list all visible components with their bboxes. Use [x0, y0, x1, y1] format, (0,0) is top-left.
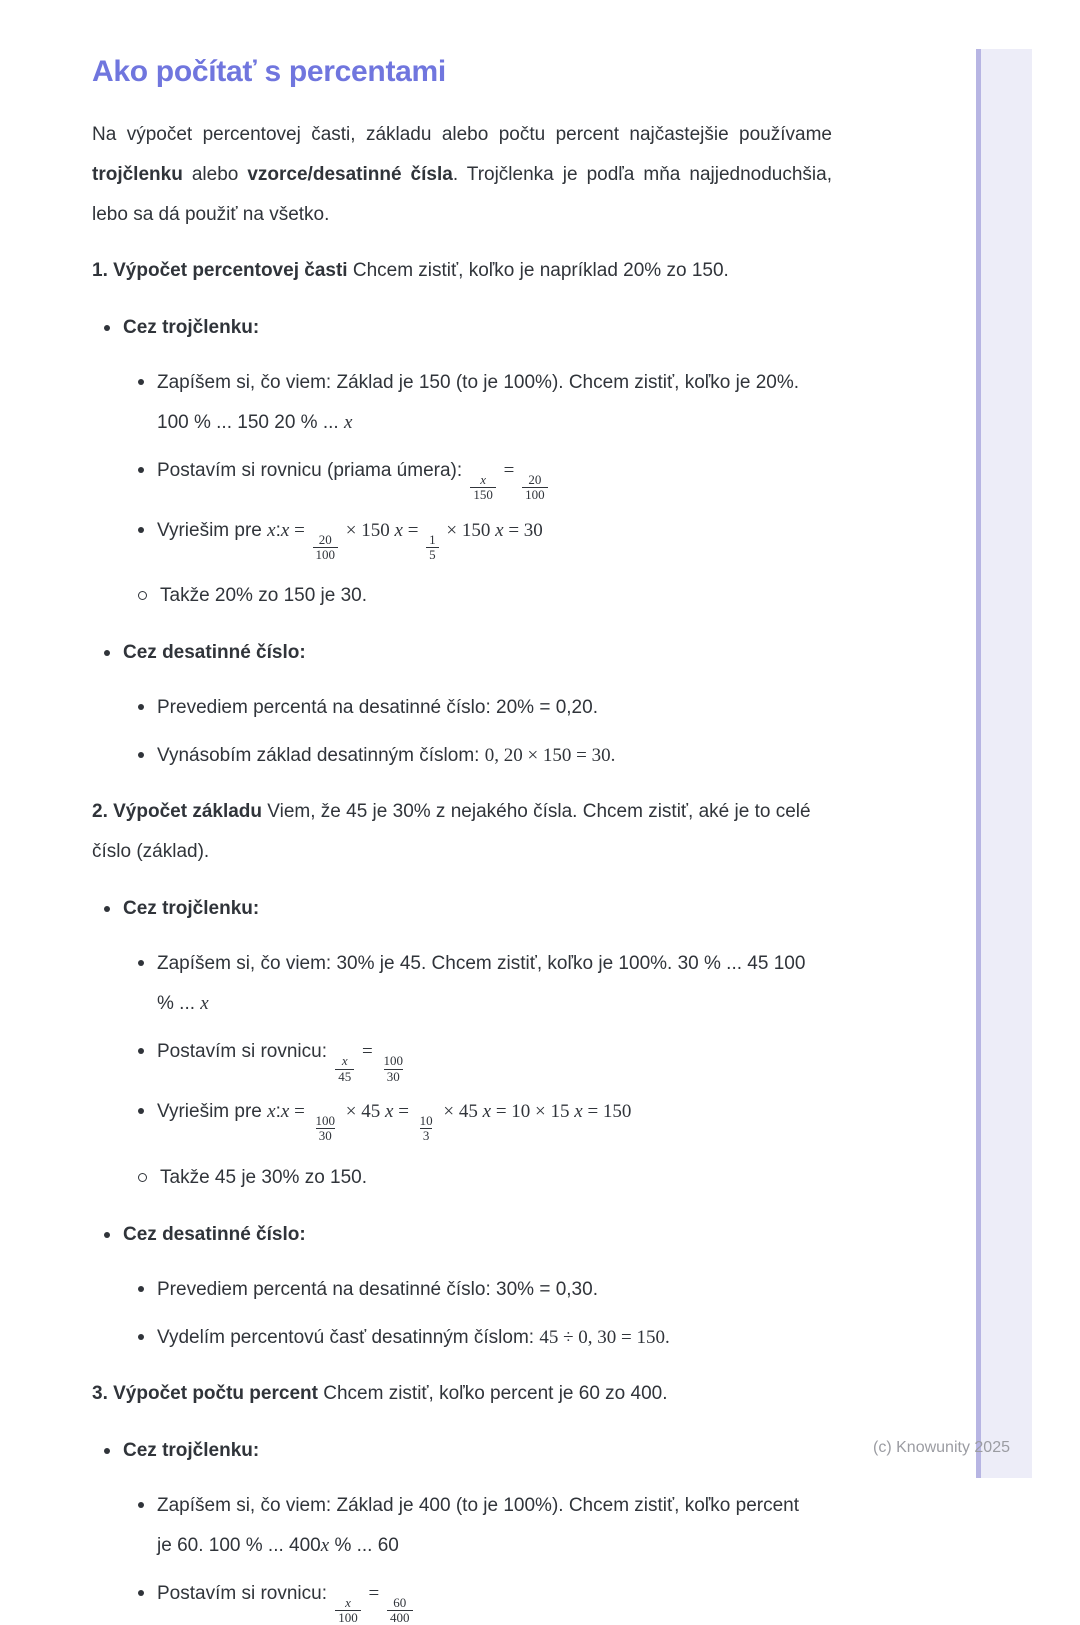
fraction-numerator: 60 [393, 1594, 407, 1610]
text-run: alebo [182, 164, 248, 185]
list-item-text [157, 1486, 817, 1566]
text-run: : [275, 519, 281, 541]
list-item [92, 1486, 832, 1566]
section-heading [92, 792, 832, 872]
text-run: Zapíšem si, čo viem: 30% je 45. Chcem zistiť, koľko je 100%. 30 % ... 45 100 % ... [157, 953, 806, 1015]
text-run: Prevediem percentá na desatinné číslo: 30% = 0,30. [157, 1278, 598, 1300]
math-text: × 150 [441, 519, 496, 541]
math-text: 0, 20 × 150 = 30. [484, 745, 616, 767]
fraction-numerator: 1 [429, 531, 436, 547]
fraction-numerator: 20 [318, 531, 332, 547]
bullet-circle-icon [138, 591, 147, 600]
fraction-numerator: 10 [419, 1112, 433, 1128]
math-variable: x [267, 1100, 276, 1122]
list-item [92, 1032, 832, 1084]
fraction-numerator: 100 [315, 1112, 336, 1128]
text-run: Vyriešim pre [157, 1100, 268, 1122]
list-item [92, 451, 832, 503]
document-page [92, 53, 832, 1625]
list-item [92, 1574, 832, 1625]
list-item-text [157, 1032, 817, 1084]
math-fraction [335, 1054, 354, 1084]
bullet-disc-icon [104, 906, 110, 912]
math-text: = 10 × 15 [491, 1100, 575, 1122]
list-item-text [157, 1092, 817, 1144]
math-fraction [426, 533, 439, 563]
math-variable: x [267, 519, 276, 541]
text-run: : [275, 1100, 281, 1122]
bullet-group [92, 1216, 832, 1254]
list-item-text [157, 736, 817, 776]
math-text: × 45 [438, 1100, 483, 1122]
bullet-group [92, 309, 832, 347]
list-item-text [157, 944, 817, 1024]
fraction-denominator: 400 [387, 1610, 413, 1625]
math-variable: x [280, 1100, 290, 1122]
math-text: = [289, 1100, 310, 1122]
math-variable: x [343, 412, 353, 433]
math-text: = [357, 1041, 378, 1063]
math-variable: x [320, 1534, 330, 1556]
list-item-text [157, 688, 817, 728]
list-item-text [157, 451, 817, 503]
bullet-group-label: Cez desatinné číslo: [123, 642, 306, 664]
text-run: Postavím si rovnicu (priama úmera): [157, 460, 468, 481]
bullet-group [92, 634, 832, 672]
page-edge-strip [976, 49, 1032, 1478]
fraction-denominator: 150 [470, 487, 496, 502]
text-run: Postavím si rovnicu: [157, 1041, 333, 1063]
text-run: Prevediem percentá na desatinné číslo: 20% = 0,20. [157, 697, 598, 719]
bullet-group-label: Cez trojčlenku: [123, 317, 260, 338]
fraction-denominator: 5 [426, 547, 439, 562]
fraction-numerator: x [341, 1053, 348, 1069]
bullet-disc-icon [138, 1334, 144, 1340]
math-fraction [522, 473, 548, 503]
bullet-disc-icon [138, 1502, 144, 1508]
math-fraction [313, 1114, 339, 1144]
sections-container [92, 251, 832, 1625]
bullet-disc-icon [104, 1232, 110, 1238]
section-heading-bold: 3. Výpočet počtu percent [92, 1382, 318, 1404]
bullet-disc-icon [138, 379, 144, 385]
math-text: = [402, 519, 424, 541]
math-text: 45 ÷ 0, 30 = 150. [539, 1326, 670, 1348]
section-heading [92, 1374, 832, 1414]
list-item [92, 1270, 832, 1310]
bullet-disc-icon [138, 1048, 144, 1054]
list-item [92, 688, 832, 728]
section-heading-bold: 2. Výpočet základu [92, 801, 263, 823]
list-item-text [157, 511, 817, 563]
bullet-disc-icon [138, 752, 144, 758]
list-item [92, 736, 832, 776]
math-fraction [335, 1596, 361, 1625]
copyright-watermark: (c) Knowunity 2025 [873, 1439, 1010, 1456]
bold-text: vzorce/desatinné čísla [247, 164, 453, 185]
fraction-denominator: 45 [335, 1069, 354, 1084]
list-item-text [157, 1270, 817, 1310]
text-run: Postavím si rovnicu: [157, 1582, 333, 1604]
bullet-disc-icon [138, 467, 144, 473]
list-item [92, 363, 832, 443]
fraction-denominator: 3 [420, 1128, 433, 1143]
bullet-disc-icon [104, 1448, 110, 1454]
text-run: Zapíšem si, čo viem: Základ je 150 (to je 100%). Chcem zistiť, koľko je 20%. 100 % ... 150 20 % ... [157, 372, 800, 433]
bold-text: trojčlenku [92, 164, 183, 185]
math-fraction [381, 1054, 407, 1084]
text-run: Na výpočet percentovej časti, základu alebo počtu percent najčastejšie používame [92, 124, 832, 145]
bullet-disc-icon [138, 1108, 144, 1114]
text-run: . Trojčlenka je podľa mňa najjednoduchšia, lebo sa dá použiť na všetko. [92, 164, 833, 225]
math-text: = [289, 519, 310, 541]
section-heading [92, 251, 832, 291]
bullet-disc-icon [104, 650, 110, 656]
bullet-disc-icon [138, 960, 144, 966]
math-variable: x [574, 1100, 583, 1122]
list-item-text [157, 1574, 817, 1625]
list-item-text [157, 1318, 817, 1358]
bullet-circle-icon [138, 1173, 147, 1182]
text-run: Vyriešim pre [157, 519, 268, 541]
math-variable: x [482, 1100, 492, 1122]
math-fraction [313, 533, 339, 563]
fraction-denominator: 100 [522, 487, 548, 502]
list-item-text [157, 363, 817, 443]
bullet-disc-icon [138, 1590, 144, 1596]
text-run: % ... 60 [329, 1534, 399, 1556]
math-text: × 150 [341, 519, 395, 541]
list-item [92, 1092, 832, 1144]
math-text: = [498, 460, 520, 481]
bullet-group [92, 1432, 832, 1470]
section-heading-bold: 1. Výpočet percentovej časti [92, 260, 348, 281]
text-run: Vynásobím základ desatinným číslom: [157, 745, 485, 767]
fraction-denominator: 100 [335, 1610, 361, 1625]
math-fraction [417, 1114, 436, 1144]
list-item [92, 944, 832, 1024]
math-text: = 150 [582, 1100, 632, 1122]
section-heading-rest: Viem, že 45 je 30% z nejakého čísla. Chcem zistiť, aké je to celé číslo (základ). [92, 801, 811, 863]
text-run: Takže 45 je 30% zo 150. [160, 1166, 368, 1188]
fraction-denominator: 30 [384, 1069, 403, 1084]
math-fraction [387, 1596, 413, 1625]
math-fraction [470, 473, 496, 503]
bullet-group-label: Cez desatinné číslo: [123, 1223, 306, 1245]
bullet-disc-icon [138, 704, 144, 710]
fraction-denominator: 100 [313, 547, 339, 562]
math-variable: x [200, 993, 209, 1015]
list-item [92, 576, 832, 616]
math-variable: x [280, 519, 290, 541]
list-item-text [160, 576, 820, 616]
fraction-numerator: x [480, 472, 487, 488]
page-title: Ako počítať s percentami [92, 55, 446, 88]
intro-paragraph [92, 115, 832, 235]
text-run: Takže 20% zo 150 je 30. [160, 585, 368, 607]
list-item [92, 1318, 832, 1358]
math-text: = [393, 1100, 414, 1122]
bullet-group [92, 890, 832, 928]
math-text: = 30 [503, 519, 543, 541]
math-variable: x [495, 519, 504, 541]
bullet-disc-icon [138, 1286, 144, 1292]
section-heading-rest: Chcem zistiť, koľko percent je 60 zo 400. [317, 1382, 668, 1404]
bullet-disc-icon [104, 325, 110, 331]
text-run: Zapíšem si, čo viem: Základ je 400 (to je 100%). Chcem zistiť, koľko percent je 60. 100 % ... 400 [157, 1494, 800, 1556]
list-item [92, 511, 832, 563]
math-text: = [363, 1582, 384, 1604]
text-run: Vydelím percentovú časť desatinným číslom: [157, 1326, 540, 1348]
fraction-numerator: x [345, 1594, 351, 1610]
math-variable: x [394, 519, 403, 541]
bullet-disc-icon [138, 527, 144, 533]
fraction-denominator: 30 [316, 1128, 335, 1143]
section-heading-rest: Chcem zistiť, koľko je napríklad 20% zo 150. [347, 260, 729, 281]
math-variable: x [385, 1100, 394, 1122]
list-item [92, 1158, 832, 1198]
fraction-numerator: 20 [528, 472, 542, 488]
math-text: × 45 [341, 1100, 385, 1122]
bullet-group-label: Cez trojčlenku: [123, 1439, 260, 1461]
fraction-numerator: 100 [383, 1053, 403, 1069]
bullet-group-label: Cez trojčlenku: [123, 898, 260, 920]
list-item-text [160, 1158, 820, 1198]
